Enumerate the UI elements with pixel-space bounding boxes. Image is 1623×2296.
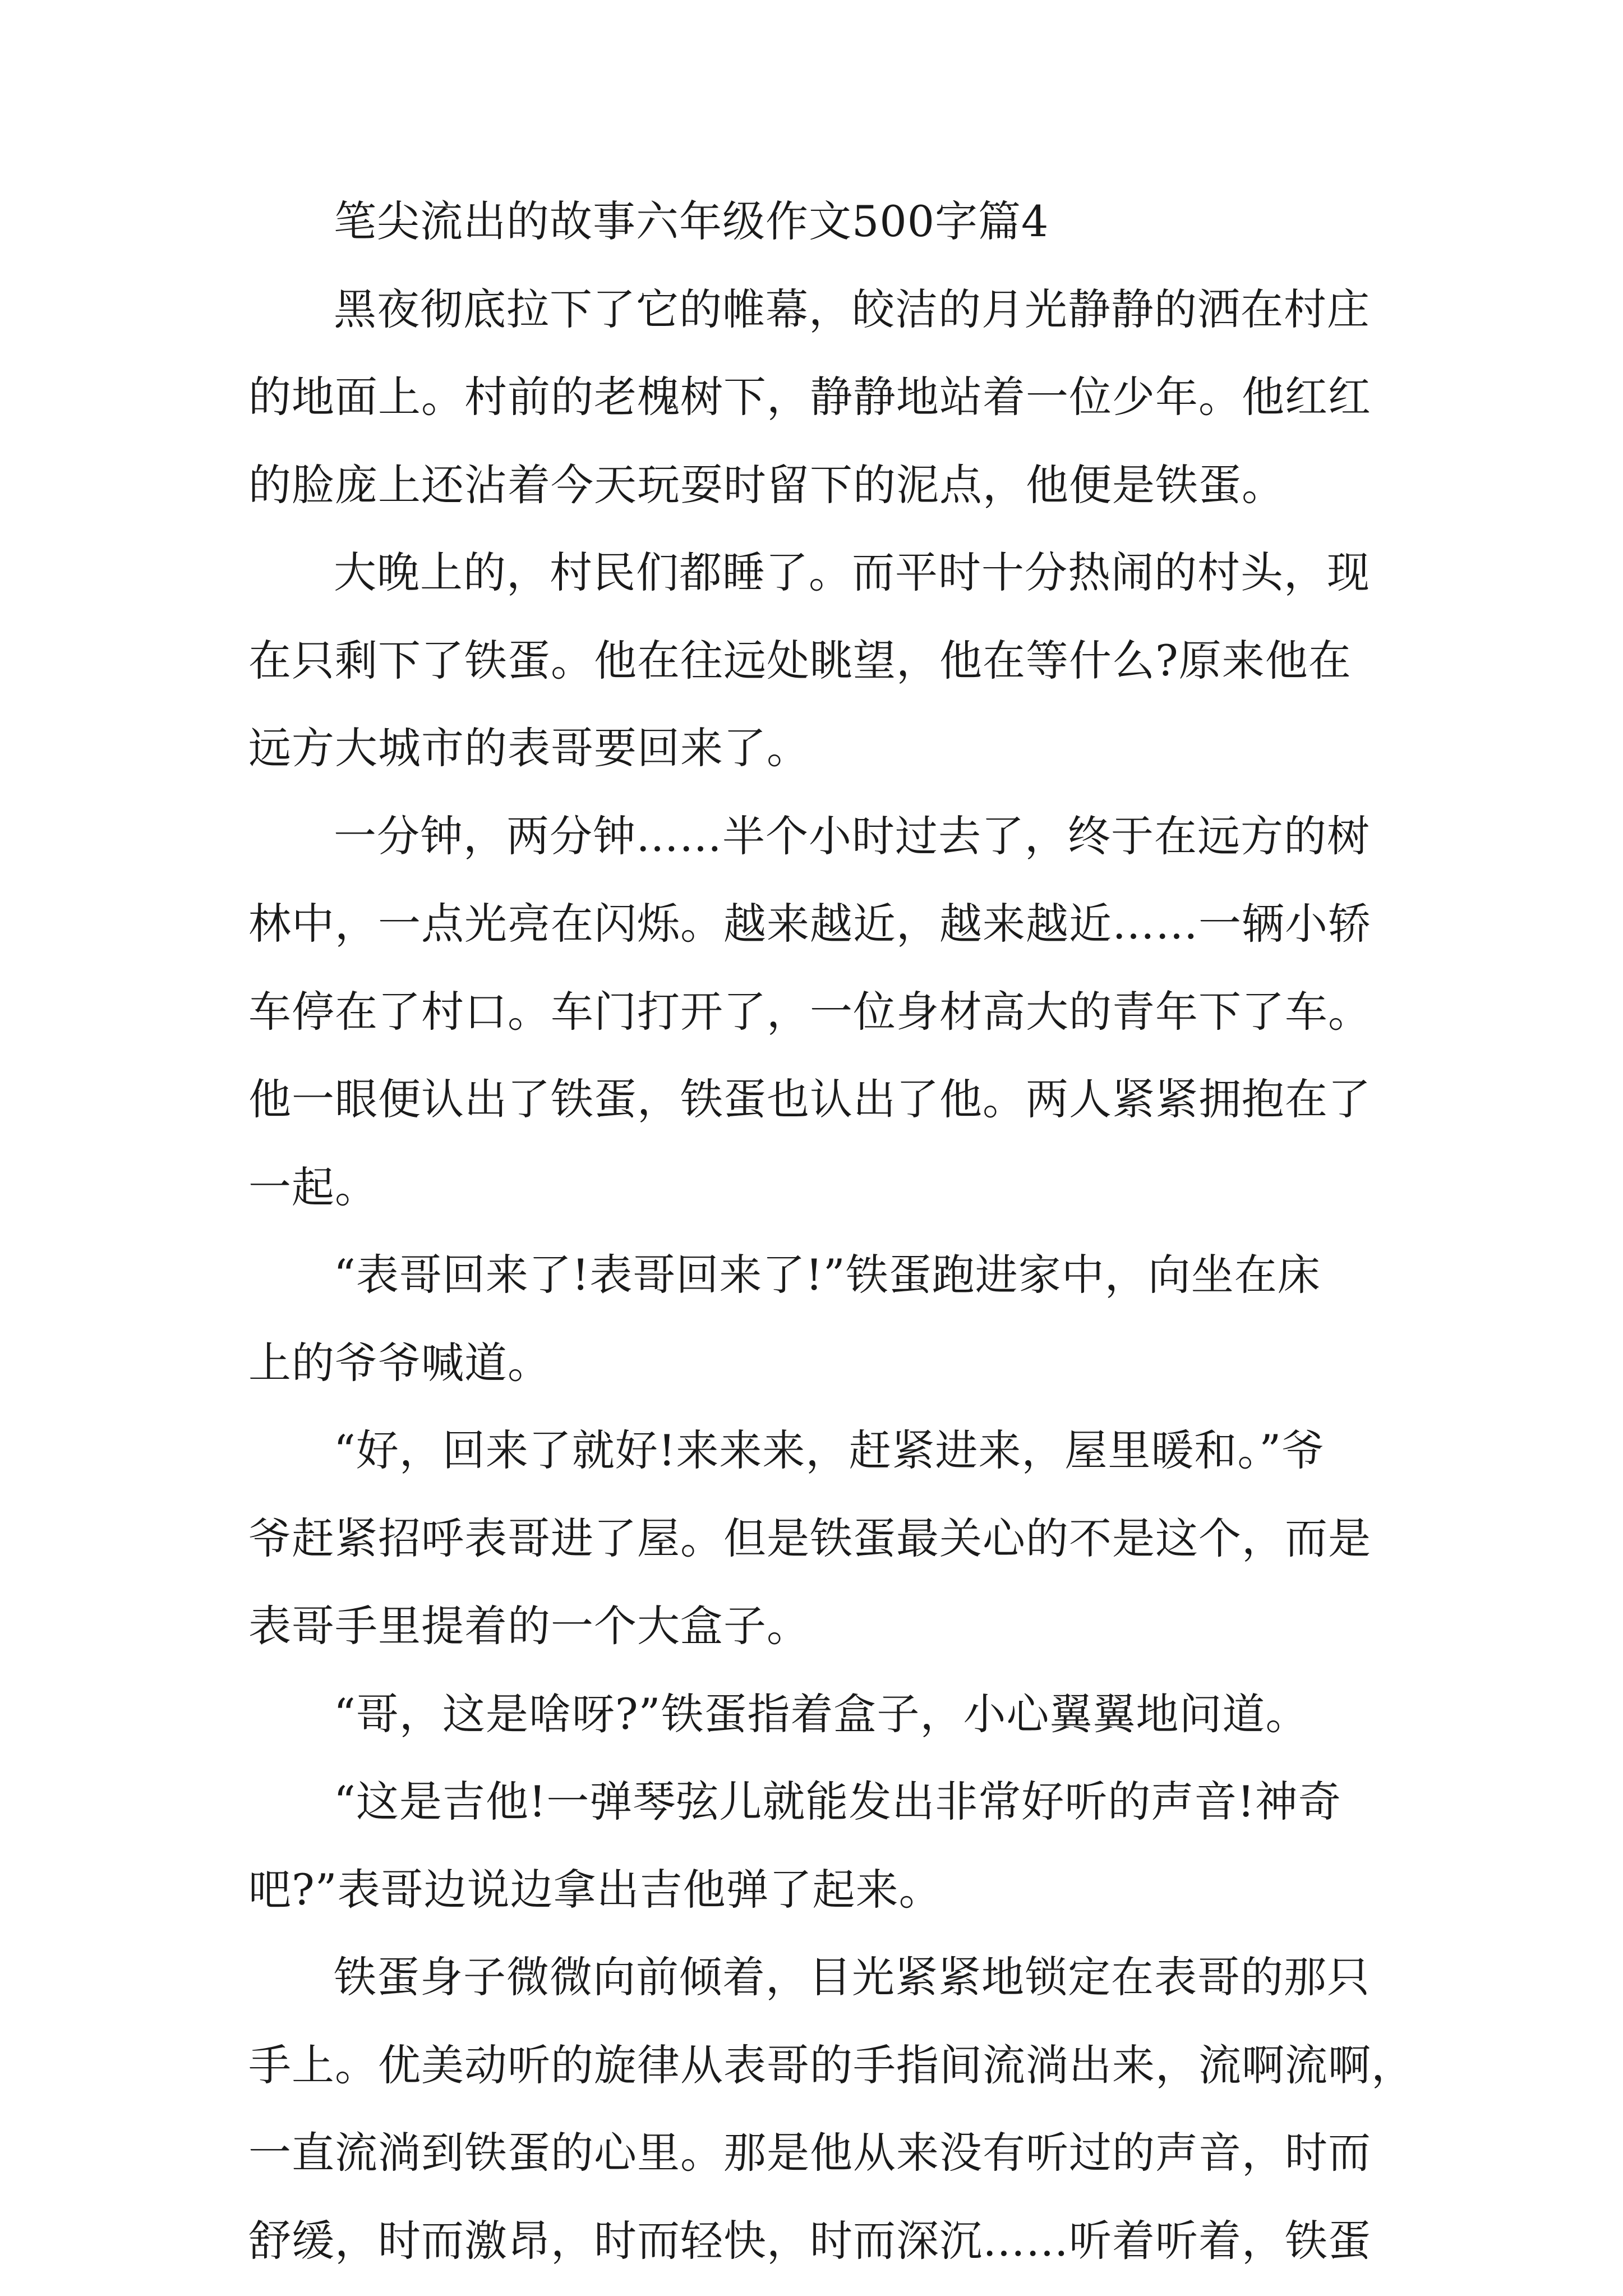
text-line: 的地面上。村前的老槐树下，静静地站着一位少年。他红红 <box>248 372 1371 422</box>
text-line: 大晚上的，村民们都睡了。而平时十分热闹的村头，现 <box>334 547 1370 597</box>
text-line: 远方大城市的表哥要回来了。 <box>248 723 810 773</box>
text-line: 手上。优美动听的旋律从表哥的手指间流淌出来，流啊流啊， <box>248 2040 1414 2090</box>
text-line: 在只剩下了铁蛋。他在往远处眺望，他在等什么?原来他在 <box>248 636 1352 685</box>
text-line: 铁蛋身子微微向前倾着，目光紧紧地锁定在表哥的那只 <box>334 1952 1370 2002</box>
text-line: 车停在了村口。车门打开了，一位身材高大的青年下了车。 <box>248 987 1371 1037</box>
text-line: 林中，一点光亮在闪烁。越来越近，越来越近……一辆小轿 <box>248 899 1371 949</box>
text-line: “哥，这是啥呀?”铁蛋指着盒子，小心翼翼地问道。 <box>334 1689 1309 1739</box>
text-line: 爷赶紧招呼表哥进了屋。但是铁蛋最关心的不是这个，而是 <box>248 1513 1371 1563</box>
document-title: 笔尖流出的故事六年级作文500字篇4 <box>334 196 1049 246</box>
text-line: 一直流淌到铁蛋的心里。那是他从来没有听过的声音，时而 <box>248 2128 1371 2178</box>
text-line: 黑夜彻底拉下了它的帷幕，皎洁的月光静静的洒在村庄 <box>334 284 1370 334</box>
text-line: 表哥手里提着的一个大盒子。 <box>248 1601 810 1651</box>
text-line: “好，回来了就好!来来来，赶紧进来，屋里暖和。”爷 <box>334 1425 1325 1475</box>
text-line: “表哥回来了!表哥回来了!”铁蛋跑进家中，向坐在床 <box>334 1250 1321 1300</box>
text-line: “这是吉他!一弹琴弦儿就能发出非常好听的声音!神奇 <box>334 1777 1341 1826</box>
text-line: 的脸庞上还沾着今天玩耍时留下的泥点，他便是铁蛋。 <box>248 460 1285 510</box>
text-line: 上的爷爷喊道。 <box>248 1338 551 1388</box>
text-line: 舒缓，时而激昂，时而轻快，时而深沉……听着听着，铁蛋 <box>248 2216 1371 2266</box>
text-line: 一起。 <box>248 1162 378 1212</box>
text-line: 吧?”表哥边说边拿出吉他弹了起来。 <box>248 1865 942 1915</box>
text-line: 一分钟，两分钟……半个小时过去了，终于在远方的树 <box>334 811 1370 861</box>
text-line: 他一眼便认出了铁蛋，铁蛋也认出了他。两人紧紧拥抱在了 <box>248 1074 1371 1124</box>
